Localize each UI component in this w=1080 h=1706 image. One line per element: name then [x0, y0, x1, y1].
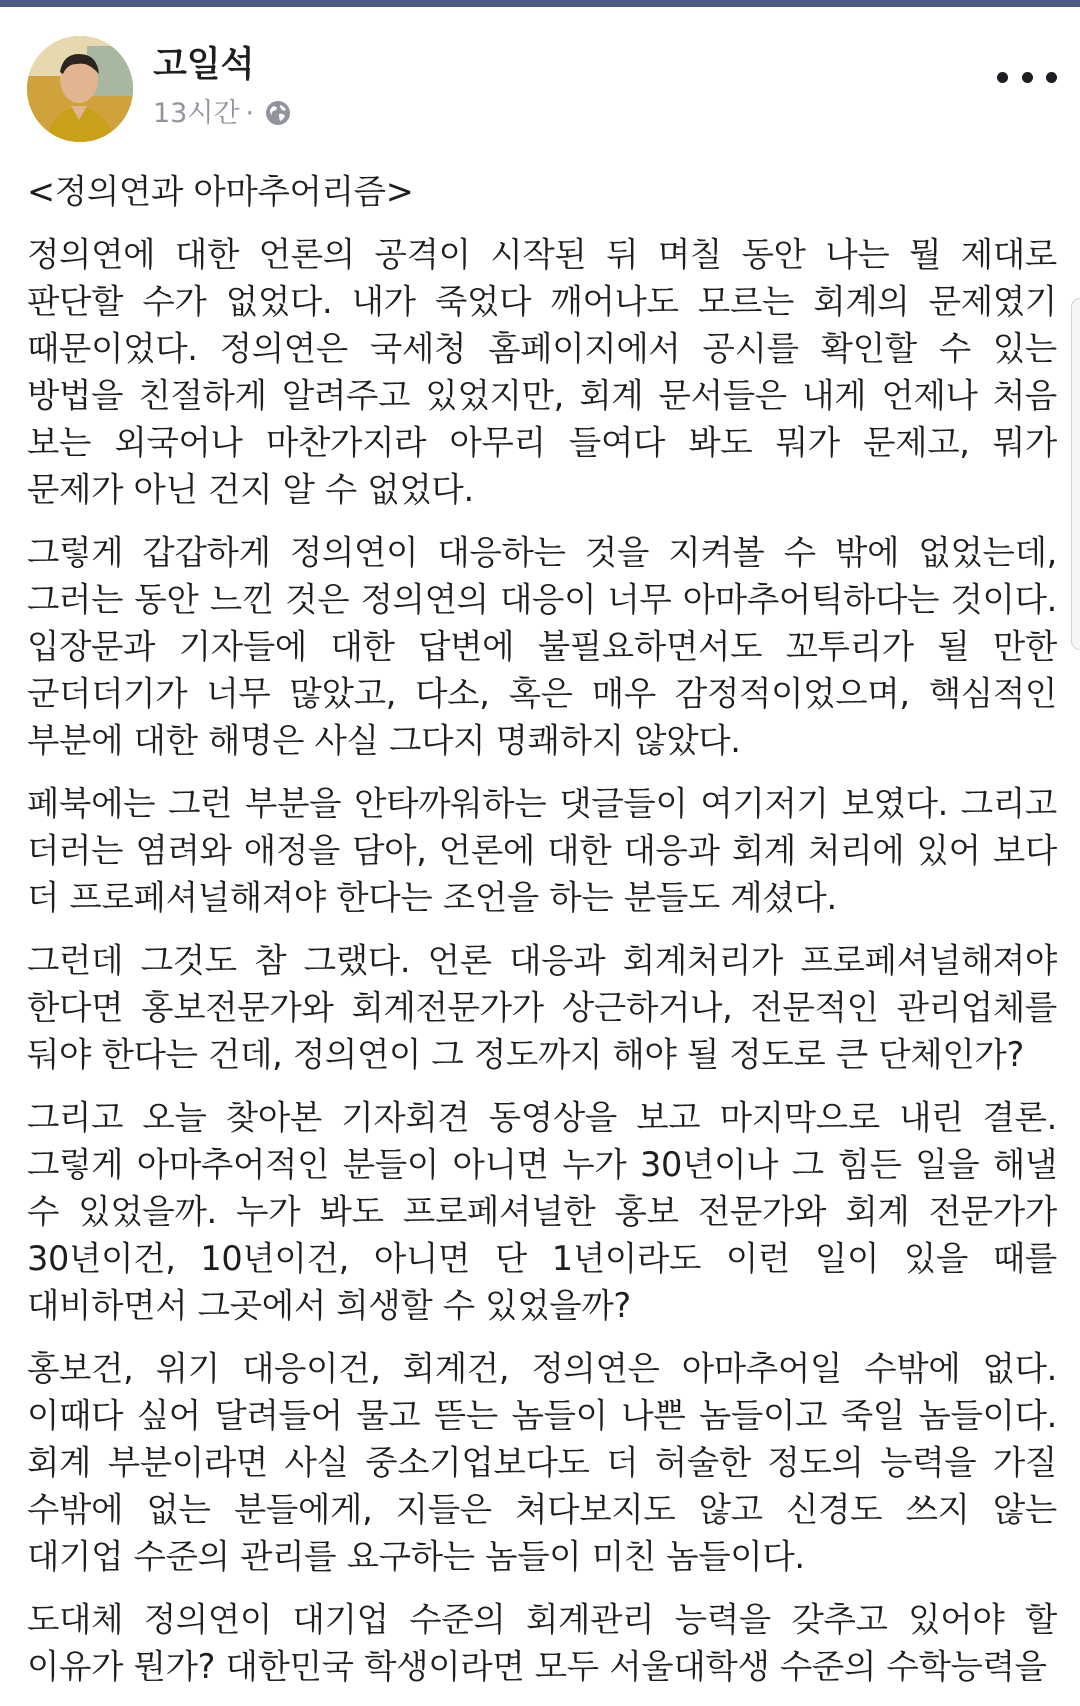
author-name[interactable]: 고일석 — [153, 45, 255, 85]
post-paragraph: 도대체 정의연이 대기업 수준의 회계관리 능력을 갖추고 있어야 할 이유가 뭔가? 대한민국 학생이라면 모두 서울대학생 수준의 수학능력을 — [27, 1600, 1057, 1686]
post-paragraph: 그렇게 갑갑하게 정의연이 대응하는 것을 지켜볼 수 밖에 없었는데, 그러는 동안 느낀 것은 정의연의 대응이 너무 아마추어틱하다는 것이다. 입장문과 기자들에 대한 답변에 불필요하면서도 꼬투리가 될 만한 군더더기가 너무 많았고, 다소, 혹은 매우 감정적이었으며, 핵심적인 부분에 대한 해명은 사실 그다지 명쾌하지 않았다. — [27, 533, 1057, 760]
more-options-icon — [1022, 72, 1033, 83]
post-paragraph: 그런데 그것도 참 그랬다. 언론 대응과 회계처리가 프로페셔널해져야 한다면 홍보전문가와 회계전문가가 상근하거나, 전문적인 관리업체를 둬야 한다는 건데, 정의연이 그 정도까지 해야 될 정도로 큰 단체인가? — [27, 941, 1057, 1074]
post-meta — [153, 99, 292, 127]
meta-separator: · — [245, 97, 255, 129]
post-paragraph: 홍보건, 위기 대응이건, 회계건, 정의연은 아마추어일 수밖에 없다. 이때다 싶어 달려들어 물고 뜯는 놈들이 나쁜 놈들이고 죽일 놈들이다. 회계 부분이라면 사실 중소기업보다도 더 허술한 정도의 능력을 가질 수밖에 없는 분들에게, 지들은 쳐다보지도 않고 신경도 쓰지 않는 대기업 수준의 관리를 요구하는 놈들이 미친 놈들이다. — [27, 1349, 1057, 1576]
avatar[interactable] — [27, 36, 133, 142]
profile-photo — [27, 36, 133, 142]
post-paragraph: 페북에는 그런 부분을 안타까워하는 댓글들이 여기저기 보였다. 그리고 더러는 염려와 애정을 담아, 언론에 대한 대응과 회계 처리에 있어 보다 더 프로페셔널해져야 한다는 조언을 하는 분들도 계셨다. — [27, 784, 1057, 917]
more-options-button[interactable] — [997, 62, 1057, 92]
globe-icon — [264, 99, 292, 127]
post-header — [27, 36, 1057, 146]
post-time[interactable]: 13시간 — [153, 97, 240, 129]
top-border — [0, 0, 1080, 7]
post-title: <정의연과 아마추어리즘> — [27, 172, 414, 211]
more-options-icon — [1046, 72, 1057, 83]
post-paragraph: 그리고 오늘 찾아본 기자회견 동영상을 보고 마지막으로 내린 결론. 그렇게 아마추어적인 분들이 아니면 누가 30년이나 그 힘든 일을 해낼 수 있었을까. 누가 봐도 프로페셔널한 홍보 전문가와 회계 전문가가 30년이건, 10년이건, 아니면 단 1년이라도 이런 일이 있을 때를 대비하면서 그곳에서 희생할 수 있었을까? — [27, 1098, 1057, 1325]
scrollbar[interactable] — [1071, 298, 1080, 650]
post-body — [27, 168, 1057, 1706]
more-options-icon — [997, 72, 1008, 83]
post-paragraph: 정의연에 대한 언론의 공격이 시작된 뒤 며칠 동안 나는 뭘 제대로 판단할 수가 없었다. 내가 죽었다 깨어나도 모르는 회계의 문제였기 때문이었다. 정의연은 국세청 홈페이지에서 공시를 확인할 수 있는 방법을 친절하게 알려주고 있었지만, 회계 문서들은 내게 언제나 처음 보는 외국어나 마찬가지라 아무리 들여다 봐도 뭐가 문제고, 뭐가 문제가 아닌 건지 알 수 없었다. — [27, 235, 1057, 509]
